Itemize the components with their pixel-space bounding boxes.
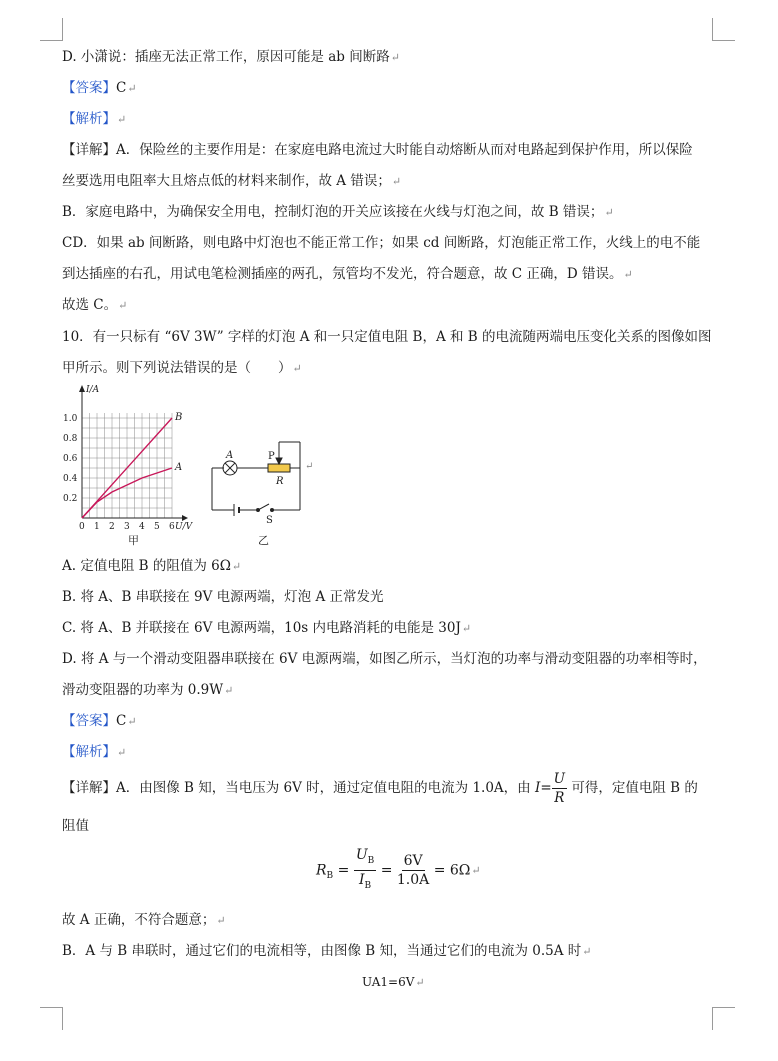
detail-line-cd-2: 到达插座的右孔，用试电笔检测插座的两孔，氖管均不发光，符合题意，故 C 正确，D 错误。↵	[62, 266, 633, 282]
y-axis-arrow	[79, 385, 85, 392]
analysis-line-2: 【解析】↵	[62, 744, 127, 760]
series-label-B: B	[175, 412, 183, 423]
detail-b: B．A 与 B 串联时，通过它们的电流相等，由图像 B 知，当通过它们的电流为 0.5A 时↵	[62, 943, 592, 959]
y-tick-label: 0.6	[63, 454, 78, 464]
x-tick-label: 6	[169, 522, 175, 532]
detail-line-3: 【详解】A．由图像 B 知，当电压为 6V 时，通过定值电阻的电流为 1.0A，由 I= $\frac{U}{R}$ 可得，定值电阻 B 的	[62, 771, 698, 806]
iu-graph	[63, 385, 194, 532]
conclusion-a: 故 A 正确，不符合题意；↵	[62, 912, 226, 928]
y-tick-label: 0.8	[63, 434, 78, 444]
crop-mark-top-left	[40, 18, 63, 41]
series-label-A: A	[175, 462, 183, 473]
rb-formula: $R_B$ = $\frac{U_B}{I_B}$ = $\frac{6V}{1.0A}$ = 6Ω↵	[316, 847, 481, 891]
rheostat-label: R	[276, 476, 284, 487]
question-10: 10．有一只标有 “6V 3W” 字样的灯泡 A 和一只定值电阻 B，A 和 B 的电流随两端电压变化关系的图像如图	[62, 329, 712, 345]
question-figure	[60, 380, 330, 554]
option-d-cont: 滑动变阻器的功率为 0.9W↵	[62, 682, 234, 698]
ohm-fraction: $\frac{U}{R}$	[553, 771, 566, 806]
option-c: C. 将 A、B 并联接在 6V 电源两端，10s 内电路消耗的电能是 30J↵	[62, 620, 472, 636]
lamp-label: A	[226, 450, 234, 461]
x-tick-label: 3	[124, 522, 130, 532]
detail-line-2: 丝要选用电阻率大且熔点低的材料来制作，故 A 错误；↵	[62, 173, 402, 189]
x-tick-label: 2	[109, 522, 115, 532]
x-tick-label: 1	[94, 522, 100, 532]
analysis-line: 【解析】↵	[62, 111, 127, 127]
circuit-caption: 乙	[258, 534, 269, 547]
y-tick-label: 0.4	[63, 474, 78, 484]
detail-line-cd: CD．如果 ab 间断路，则电路中灯泡也不能正常工作；如果 cd 间断路，灯泡能正常工作，火线上的电不能	[62, 235, 701, 251]
option-a: A. 定值电阻 B 的阻值为 6Ω↵	[62, 558, 242, 574]
detail-line: 【详解】A．保险丝的主要作用是：在家庭电路电流过大时能自动熔断从而对电路起到保护作用，所以保险	[62, 142, 693, 158]
question-10-cont: 甲所示。则下列说法错误的是（ ）↵	[62, 360, 302, 376]
option-d-prev: D. 小潇说：插座无法正常工作，原因可能是 ab 间断路↵	[62, 49, 400, 65]
answer-line-2: 【答案】C↵	[62, 713, 137, 729]
x-axis-label: U/V	[175, 522, 193, 532]
y-tick-label: 1.0	[63, 414, 78, 424]
x-tick-label: 4	[139, 522, 145, 532]
figure-svg	[60, 380, 330, 550]
choose-line: 故选 C。↵	[62, 297, 128, 313]
answer-line: 【答案】C↵	[62, 80, 137, 96]
x-tick-label: 5	[154, 522, 160, 532]
svg-text:↵: ↵	[305, 461, 314, 472]
y-axis-label: I/A	[86, 385, 100, 395]
resistance-label: 阻值	[62, 818, 89, 834]
crop-mark-bottom-left	[40, 1007, 63, 1030]
crop-mark-bottom-right	[712, 1007, 735, 1030]
slider-label: P	[268, 451, 275, 462]
option-b: B. 将 A、B 串联接在 9V 电源两端，灯泡 A 正常发光	[62, 589, 384, 605]
y-tick-label: 0.2	[63, 494, 78, 504]
graph-caption: 甲	[128, 534, 139, 547]
switch-label: S	[266, 515, 273, 526]
ua1-value: UA1=6V↵	[362, 975, 425, 989]
x-tick-label: 0	[79, 522, 85, 532]
option-d: D. 将 A 与一个滑动变阻器串联接在 6V 电源两端，如图乙所示，当灯泡的功率与滑动变阻器的功率相等时，	[62, 651, 707, 667]
crop-mark-top-right	[712, 18, 735, 41]
x-axis-arrow	[182, 515, 188, 521]
detail-line-b: B．家庭电路中，为确保安全用电，控制灯泡的开关应该接在火线与灯泡之间，故 B 错误；↵	[62, 204, 614, 220]
